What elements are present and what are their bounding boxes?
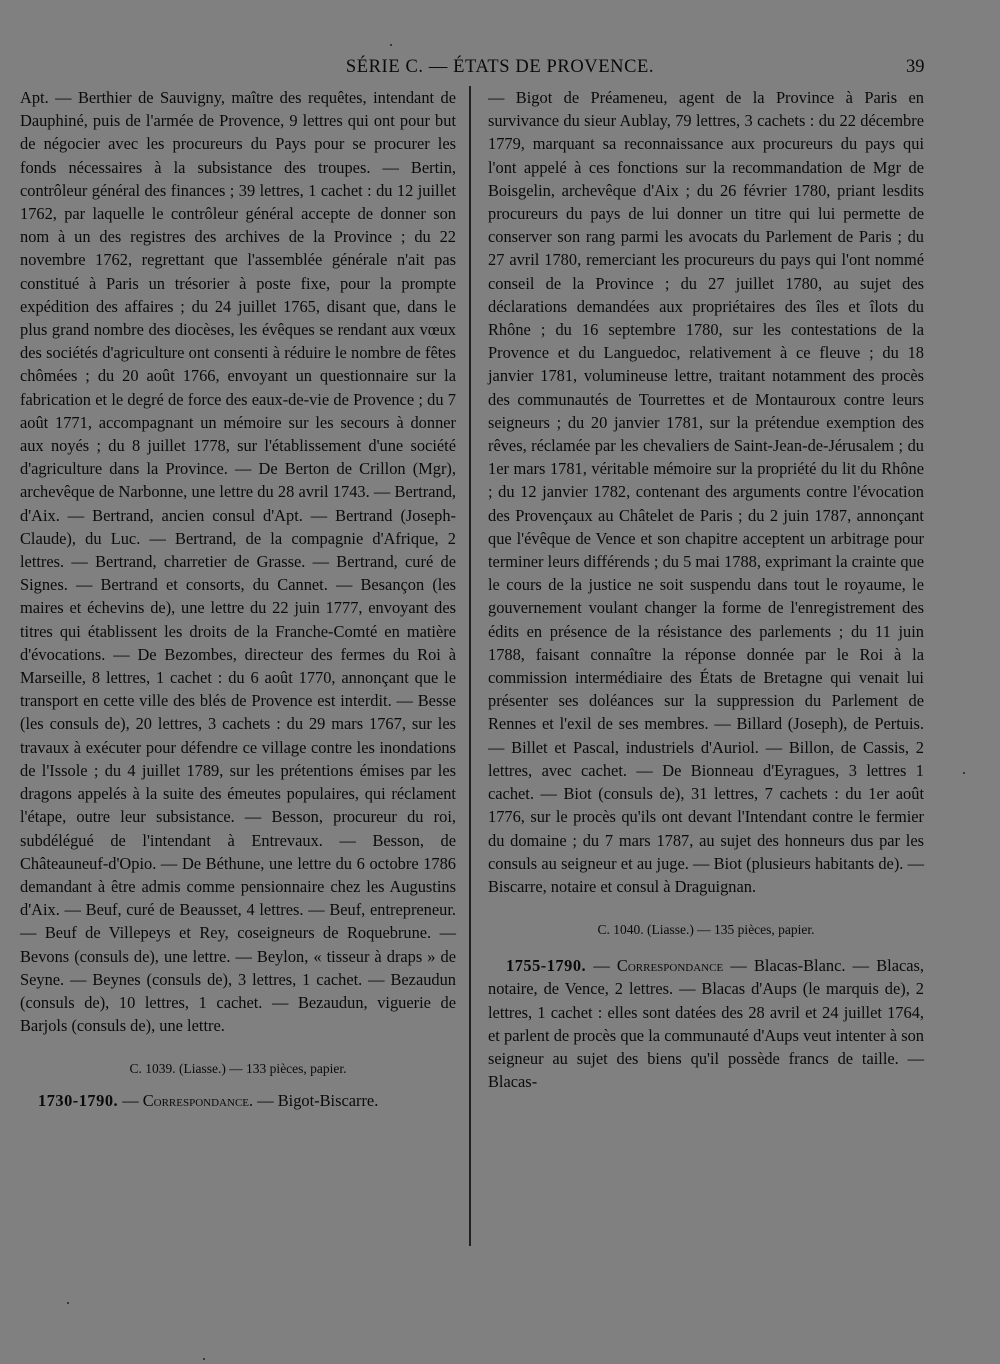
lot-header-c1040: C. 1040. (Liasse.) — 135 pièces, papier. (597, 922, 815, 938)
left-column (20, 86, 456, 1113)
lot-header-c1039: C. 1039. (Liasse.) — 133 pièces, papier. (129, 1061, 347, 1077)
left-column-text: Apt. — Berthier de Sauvigny, maître des requêtes, intendant de Dauphiné, puis de l'armée de Provence, 9 lettres qui ont pour but de négocier avec les procureurs du Pays pour se procurer les fonds nécessaires à la subsistance des troupes. — Bertin, contrôleur général des finances ; 39 lettres, 1 cachet : du 12 juillet 1762, par laquelle le contrôleur général accepte de donner son nom à un des registres des archives de la Province ; du 22 novembre 1762, regrettant que l'assemblée générale n'ait pas constitué à Paris un trésorier à poste fixe, pour la prompte expédition des affaires ; du 24 juillet 1765, disant que, dans le plus grand nombre des diocèses, les évêques se rendant aux vœux des sociétés d'agriculture ont consenti à réduire le nombre de fêtes chômées ; du 20 août 1766, envoyant un questionnaire sur la fabrication et le degré de force des eaux-de-vie de Provence ; du 7 août 1771, accompagnant un mémoire sur les secours à donner aux noyés ; du 8 juillet 1778, sur l'établissement d'une société d'agriculture dans la Province. — De Berton de Crillon (Mgr), archevêque de Narbonne, une lettre du 28 avril 1743. — Bertrand, d'Aix. — Bertrand, ancien consul d'Apt. — Bertrand (Joseph-Claude), du Luc. — Bertrand, de la compagnie d'Afrique, 2 lettres. — Bertrand, charretier de Grasse. — Bertrand, curé de Signes. — Bertrand et consorts, du Cannet. — Besançon (les maires et échevins de), une lettre du 22 juin 1777, envoyant des titres qui établissent les droits de la Franche-Comté en matière d'évocations. — De Bezombes, directeur des fermes du Roi à Marseille, 8 lettres, 1 cachet : du 6 août 1770, annonçant que le transport en cette ville des blés de Provence est interdit. — Besse (les consuls de), 20 lettres, 3 cachets : du 29 mars 1767, sur les travaux à exécuter pour défendre ce village contre les inondations de l'Issole ; du 4 juillet 1789, sur les prétentions émises par les dragons appelés à la suite des émeutes populaires, qui réclament l'étape, outre leur subsistance. — Besson, procureur du roi, subdélégué de l'intendant à Entrevaux. — Besson, de Châteauneuf-d'Opio. — De Béthune, une lettre du 6 octobre 1786 demandant à être admis comme pensionnaire chez les Augustins d'Aix. — Beuf, curé de Beausset, 4 lettres. — Beuf, entrepreneur. — Beuf de Villepeys et Rey, coseigneurs de Roquebrune. — Bevons (consuls de), une lettre. — Beylon, « tisseur à draps » de Seyne. — Beynes (consuls de), 3 lettres, 1 cachet. — Bezaudun (consuls de), 10 lettres, 1 cachet. — Bezaudun, viguerie de Barjols (consuls de), une lettre. (20, 88, 456, 1036)
section-rubric: Correspondance (616, 956, 724, 976)
section-entry-c1040: 1755-1790. — Correspondance — Blacas-Blanc. — Blacas, notaire, de Vence, 2 lettres. — Blacas d'Aups (le marquis de), 2 lettres, 1 cachet : elles sont datées des 28 avril et 24 juillet 1764, et parlent de procès que la communauté d'Aups veut intenter à son seigneur au sujet des biens qu'il possède francs de taille. — Blacas- (488, 956, 925, 1092)
section-rubric: Correspondance. (142, 1091, 254, 1111)
section-text: — Bigot-Biscarre. (257, 1091, 379, 1111)
page-header (0, 54, 1000, 82)
scan-speck (390, 44, 392, 46)
column-divider (469, 86, 471, 1246)
section-dates: 1755-1790. (506, 956, 587, 976)
scan-speck (203, 1358, 205, 1360)
section-dates: 1730-1790. (38, 1091, 119, 1111)
page-number: 39 (906, 57, 925, 77)
section-entry-c1039: 1730-1790. — Correspondance. — Bigot-Biscarre. (38, 1091, 379, 1111)
right-column-text: — Bigot de Préameneu, agent de la Province à Paris en survivance du sieur Aublay, 79 lettres, 3 cachets : du 22 décembre 1779, marquant sa reconnaissance aux procureurs du pays qui l'ont appelé à ces fonctions sur la recommandation de Mgr de Boisgelin, archevêque d'Aix ; du 26 février 1780, priant lesdits procureurs du pays de lui donner un titre qui lui permette de conserver son rang parmi les avocats du Parlement de Paris ; du 27 avril 1780, remerciant les procureurs du pays qui l'ont nommé conseil de la Province ; du 27 juillet 1780, au sujet des déclarations demandées aux propriétaires des îles et îlots du Rhône ; du 16 septembre 1780, sur les contestations de la Provence et du Languedoc, relativement à ce fleuve ; du 18 janvier 1781, volumineuse lettre, traitant notamment des procès des communautés de Tourrettes et de Montauroux contre leurs seigneurs ; du 20 janvier 1781, sur la prétendue exemption des rêves, réclamée par les chevaliers de Saint-Jean-de-Jérusalem ; du 1er mars 1781, véritable mémoire sur la propriété du lit du Rhône ; du 12 janvier 1782, contenant des arguments contre l'évocation des Provençaux au Châtelet de Paris ; du 2 juin 1787, annonçant que l'évêque de Vence et son chapitre acceptent un arbitrage pour terminer leurs différends ; du 5 mai 1788, exprimant la crainte que le cours de la justice ne soit suspendu dans tout le royaume, le gouvernement voulant changer la forme de l'enregistrement des édits en présence de la résistance des parlements ; du 11 juin 1788, faisant connaître la réponse donnée par le Roi à la commission intermédiaire des États de Bretagne qui venait lui présenter ses doléances sur la suppression du Parlement de Rennes et l'exil de ses membres. — Billard (Joseph), de Pertuis. — Billet et Pascal, industriels d'Auriol. — Billon, de Cassis, 2 lettres, avec cachet. — De Bionneau d'Eyragues, 3 lettres 1 cachet. — Biot (consuls de), 31 lettres, 7 cachets : du 1er août 1776, sur le procès qu'ils ont devant l'Intendant contre le fermier du domaine ; du 7 mars 1787, au sujet des honneurs dus par les consuls au seigneur et au juge. — Biot (plusieurs habitants de). — Biscarre, notaire et consul à Draguignan. (488, 88, 924, 896)
right-column (488, 86, 924, 1093)
running-title: SÉRIE C. — ÉTATS DE PROVENCE. (345, 57, 655, 77)
section-text: — Blacas-Blanc. — Blacas, notaire, de Vence, 2 lettres. — Blacas d'Aups (le marquis de), 2 lettres, 1 cachet : elles sont datées des 28 avril et 24 juillet 1764, et parlent de procès que la communauté d'Aups veut intenter à son seigneur au sujet des biens qu'il possède francs de taille. — Blacas- (488, 956, 925, 1092)
scan-speck (963, 772, 965, 774)
scan-speck (67, 1302, 69, 1304)
